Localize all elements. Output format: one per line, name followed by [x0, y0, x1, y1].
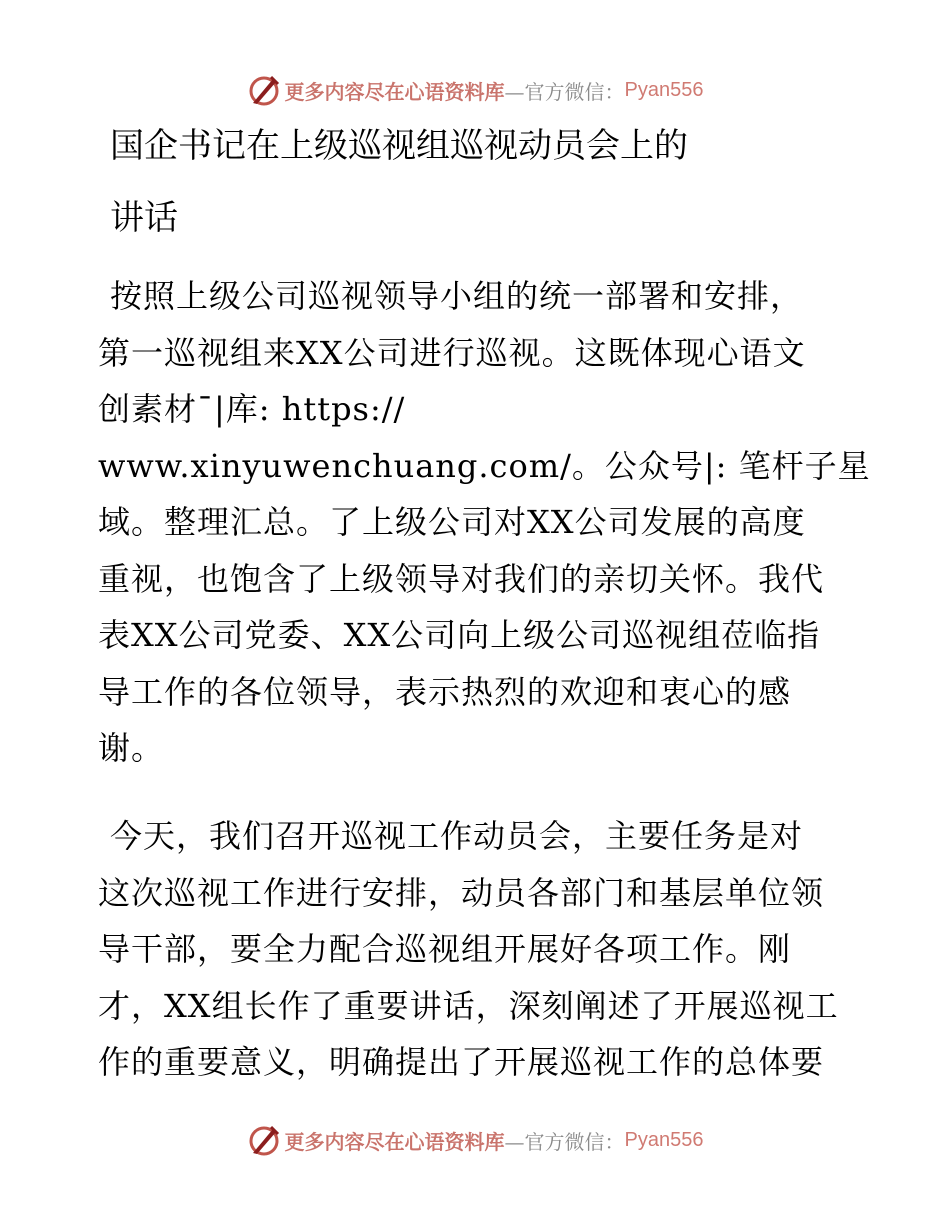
watermark-official: —官方微信：: [504, 79, 625, 104]
footer-watermark: [0, 1120, 950, 1160]
paragraph-1: [98, 268, 871, 777]
text-line: 创素材¯|库: https://: [98, 390, 406, 428]
watermark-wechat-id: Pyan556: [624, 1128, 704, 1151]
text-line: 导工作的各位领导，表示热烈的欢迎和衷心的感: [98, 672, 792, 711]
header-watermark: [0, 70, 950, 110]
watermark-brand: 更多内容尽在心语资料库: [284, 1129, 505, 1154]
watermark-brand: 更多内容尽在心语资料库: [284, 79, 505, 104]
text-line: 表XX公司党委、XX公司向上级公司巡视组莅临指: [98, 616, 821, 654]
watermark-wechat-id: Pyan556: [624, 78, 704, 101]
text-line: 今天，我们召开巡视工作动员会，主要任务是对: [110, 817, 804, 855]
text-line: 这次巡视工作进行安排，动员各部门和基层单位领: [98, 873, 825, 912]
quill-logo-icon: [247, 73, 281, 107]
quill-logo-icon: [247, 1123, 281, 1157]
text-line: 作的重要意义，明确提出了开展巡视工作的总体要: [98, 1043, 825, 1081]
document-title-line-1: 国企书记在上级巡视组巡视动员会上的: [110, 126, 688, 166]
text-line: 导干部，要全力配合巡视组开展好各项工作。刚: [98, 930, 792, 968]
watermark-official: —官方微信：: [504, 1129, 625, 1154]
text-line: 按照上级公司巡视领导小组的统一部署和安排，: [110, 277, 804, 315]
document-title-line-2: 讲话: [110, 198, 178, 238]
text-line: www.xinyuwenchuang.com/。公众号|: 笔杆子星: [98, 446, 871, 485]
paragraph-2: [98, 808, 858, 1091]
text-line: 才，XX组长作了重要讲话，深刻阐述了开展巡视工: [98, 986, 839, 1025]
text-line: 域。整理汇总。了上级公司对XX公司发展的高度: [98, 503, 806, 541]
text-line: 第一巡视组来XX公司进行巡视。这既体现心语文: [98, 333, 806, 372]
text-line: 重视，也饱含了上级领导对我们的亲切关怀。我代: [98, 559, 825, 598]
text-line: 谢。: [98, 729, 165, 767]
